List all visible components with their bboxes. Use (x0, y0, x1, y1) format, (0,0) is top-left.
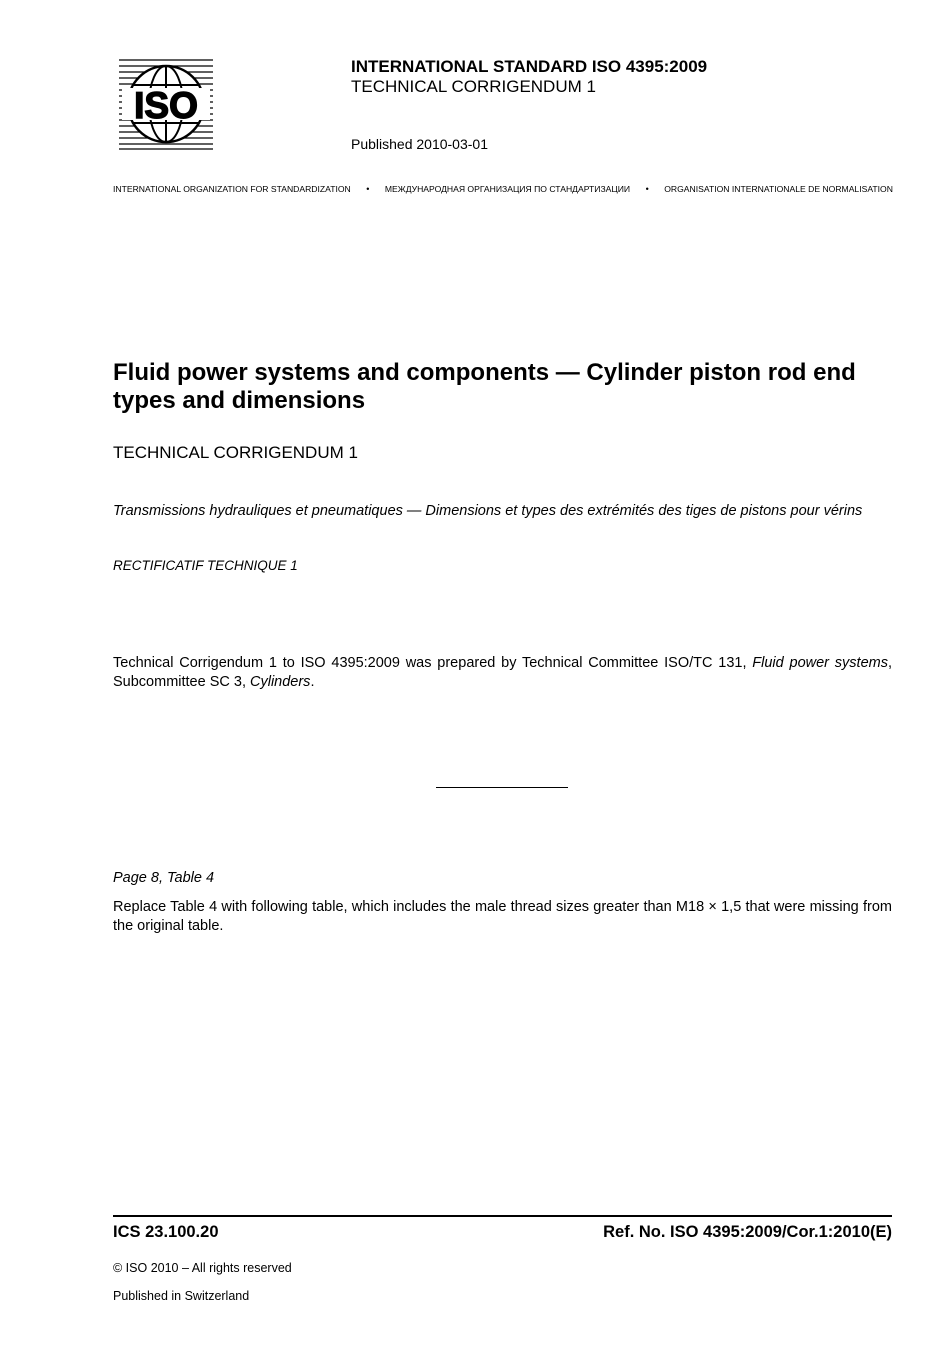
copyright-notice: © ISO 2010 – All rights reserved (113, 1261, 292, 1275)
iso-logo-text: ISO (134, 85, 198, 126)
preparation-statement (113, 654, 892, 692)
ics-code: ICS 23.100.20 (113, 1223, 219, 1241)
published-date: Published 2010-03-01 (351, 136, 488, 152)
organization-name-ru: МЕЖДУНАРОДНАЯ ОРГАНИЗАЦИЯ ПО СТАНДАРТИЗАЦИИ (384, 184, 631, 194)
published-in: Published in Switzerland (113, 1289, 250, 1303)
document-title: Fluid power systems and components — Cylinder piston rod end types and dimensions (113, 359, 856, 414)
preparation-text: , Subcommittee SC 3, (113, 655, 892, 690)
preparation-text: Technical Corrigendum 1 to ISO 4395:2009 was prepared by Technical Committee ISO/TC 131, (113, 655, 753, 671)
correction-instruction: Replace Table 4 with following table, which includes the male thread sizes greater than M18 × 1,5 that were missing from the original table. (113, 899, 892, 934)
french-subtitle: RECTIFICATIF TECHNIQUE 1 (113, 558, 298, 573)
document-subtitle: TECHNICAL CORRIGENDUM 1 (113, 443, 358, 462)
standard-subtitle: TECHNICAL CORRIGENDUM 1 (351, 77, 596, 96)
iso-logo (117, 57, 215, 151)
organization-name-en: INTERNATIONAL ORGANIZATION FOR STANDARDIZATION (113, 184, 351, 194)
organization-name-fr: ORGANISATION INTERNATIONALE DE NORMALISATION (664, 184, 893, 194)
bullet-separator: • (645, 184, 649, 194)
subcommittee-name: Cylinders (250, 674, 311, 690)
standard-title: INTERNATIONAL STANDARD ISO 4395:2009 (351, 57, 708, 76)
preparation-text: . (310, 674, 315, 690)
french-title: Transmissions hydrauliques et pneumatiques — Dimensions et types des extrémités des tiges de pistons pour vérins (113, 503, 863, 519)
correction-location: Page 8, Table 4 (113, 870, 215, 886)
section-divider (436, 787, 568, 788)
organization-line (113, 183, 893, 195)
reference-number: Ref. No. ISO 4395:2009/Cor.1:2010(E) (603, 1223, 892, 1241)
bullet-separator: • (366, 184, 370, 194)
committee-name: Fluid power systems (752, 655, 888, 671)
footer-rule (113, 1215, 892, 1217)
